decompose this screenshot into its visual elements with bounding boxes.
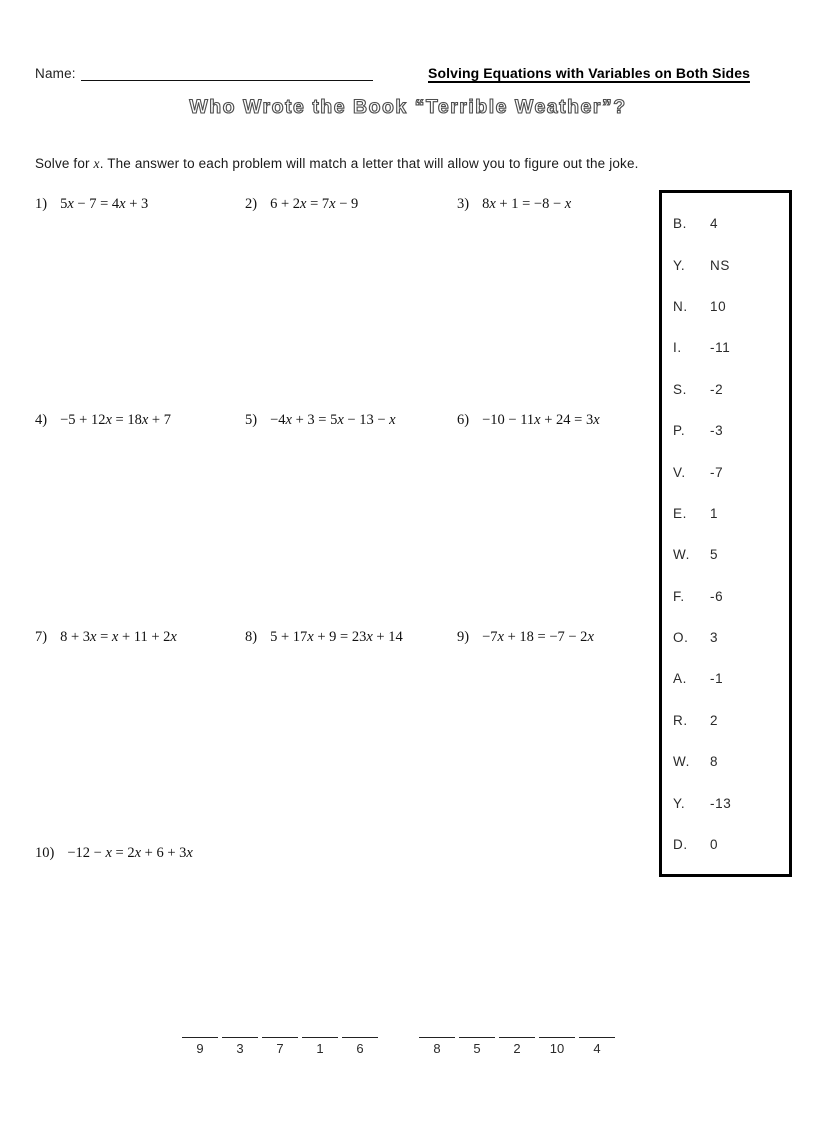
answer-key-entry (662, 534, 789, 575)
answer-key-letter: F. (673, 588, 685, 604)
blank-number: 6 (356, 1041, 364, 1056)
problem-1 (35, 196, 148, 213)
problem-number: 2) (245, 196, 258, 212)
answer-key-entry (662, 203, 789, 244)
answer-key-letter: D. (673, 837, 688, 853)
answer-key-letter: Y. (673, 795, 686, 811)
answer-blank (182, 1030, 218, 1056)
blank-number: 9 (196, 1041, 204, 1056)
problem-equation: −10 − 11x + 24 = 3x (482, 412, 600, 428)
problem-equation: −12 − x = 2x + 6 + 3x (67, 845, 193, 861)
answer-key-value: NS (710, 257, 730, 273)
answer-key-entry (662, 700, 789, 741)
answer-key-entry (662, 493, 789, 534)
problem-equation: −4x + 3 = 5x − 13 − x (270, 412, 396, 428)
answer-blanks-group-1 (182, 1030, 378, 1056)
answer-key-value: -7 (710, 464, 724, 480)
blank-line (342, 1037, 378, 1038)
answer-key-letter: O. (673, 630, 689, 646)
answer-key-value: 10 (710, 298, 727, 314)
answer-key-value: 3 (710, 630, 719, 646)
answer-blank (262, 1030, 298, 1056)
document-title: Solving Equations with Variables on Both Sides (428, 65, 750, 81)
problem-2 (245, 196, 358, 213)
blank-number: 2 (513, 1041, 521, 1056)
problem-7 (35, 629, 177, 646)
answer-key-entry (662, 824, 789, 865)
problem-8 (245, 629, 403, 646)
answer-key-value: 5 (710, 547, 719, 563)
answer-key-entry (662, 658, 789, 699)
answer-blank (302, 1030, 338, 1056)
answer-blank (222, 1030, 258, 1056)
blank-line (302, 1037, 338, 1038)
answer-key-letter: R. (673, 712, 688, 728)
blank-line (262, 1037, 298, 1038)
answer-key-letter: P. (673, 423, 686, 439)
answer-blank (342, 1030, 378, 1056)
answer-key-value: 8 (710, 754, 719, 770)
answer-key-letter: W. (673, 754, 690, 770)
problem-number: 3) (457, 196, 470, 212)
problem-9 (457, 629, 594, 646)
problem-equation: 6 + 2x = 7x − 9 (270, 196, 359, 212)
answer-key-entry (662, 410, 789, 451)
problem-number: 5) (245, 412, 258, 428)
answer-key-value: -13 (710, 795, 732, 811)
answer-key-value: 0 (710, 837, 719, 853)
answer-key-letter: V. (673, 464, 686, 480)
blank-line (539, 1037, 575, 1038)
answer-key-letter: S. (673, 381, 687, 397)
answer-key-letter: A. (673, 671, 687, 687)
answer-blanks-group-2 (419, 1030, 615, 1056)
blank-number: 8 (433, 1041, 441, 1056)
blank-line (459, 1037, 495, 1038)
answer-blank (459, 1030, 495, 1056)
answer-key-box (659, 190, 792, 877)
blank-line (182, 1037, 218, 1038)
answer-key-entry (662, 782, 789, 823)
problem-equation: 8 + 3x = x + 11 + 2x (60, 629, 177, 645)
answer-key-value: 1 (710, 505, 719, 521)
answer-key-value: -6 (710, 588, 724, 604)
problem-equation: −7x + 18 = −7 − 2x (482, 629, 594, 645)
answer-key-letter: Y. (673, 257, 686, 273)
name-row (35, 63, 373, 81)
blank-number: 7 (276, 1041, 284, 1056)
answer-key-letter: E. (673, 505, 687, 521)
name-blank-line (81, 63, 373, 81)
problem-number: 8) (245, 629, 258, 645)
problem-equation: 5 + 17x + 9 = 23x + 14 (270, 629, 403, 645)
problem-5 (245, 412, 396, 429)
blank-number: 4 (593, 1041, 601, 1056)
problem-equation: 8x + 1 = −8 − x (482, 196, 572, 212)
answer-key-value: -3 (710, 423, 724, 439)
answer-key-entry (662, 576, 789, 617)
worksheet-title: Who Wrote the Book “Terrible Weather”? (189, 96, 627, 118)
answer-key-entry (662, 244, 789, 285)
answer-key-entry (662, 617, 789, 658)
answer-key-entry (662, 286, 789, 327)
blank-line (579, 1037, 615, 1038)
answer-key-entry (662, 451, 789, 492)
problem-equation: 5x − 7 = 4x + 3 (60, 196, 149, 212)
answer-blank (419, 1030, 455, 1056)
name-label: Name: (35, 66, 76, 81)
problem-6 (457, 412, 600, 429)
answer-key-value: 4 (710, 216, 719, 232)
answer-key-entry (662, 369, 789, 410)
problem-number: 7) (35, 629, 48, 645)
answer-key-value: -1 (710, 671, 724, 687)
answer-key-value: 2 (710, 712, 719, 728)
problem-4 (35, 412, 171, 429)
answer-blank (499, 1030, 535, 1056)
answer-key-letter: I. (673, 340, 682, 356)
problem-10 (35, 845, 193, 862)
answer-key-value: -11 (710, 340, 731, 356)
problem-equation: −5 + 12x = 18x + 7 (60, 412, 171, 428)
problem-number: 4) (35, 412, 48, 428)
problem-number: 9) (457, 629, 470, 645)
answer-key-value: -2 (710, 381, 724, 397)
blank-number: 10 (549, 1041, 565, 1056)
answer-key-entry (662, 327, 789, 368)
problem-3 (457, 196, 571, 213)
blank-number: 5 (473, 1041, 481, 1056)
problem-number: 6) (457, 412, 470, 428)
answer-key-letter: B. (673, 216, 687, 232)
blank-number: 1 (316, 1041, 324, 1056)
answer-key-entry (662, 741, 789, 782)
problem-number: 1) (35, 196, 48, 212)
blank-line (419, 1037, 455, 1038)
blank-number: 3 (236, 1041, 244, 1056)
instructions: Solve for x. The answer to each problem will match a letter that will allow you to figure out the joke. (35, 156, 639, 171)
answer-blank (579, 1030, 615, 1056)
answer-key-letter: N. (673, 298, 688, 314)
blank-line (499, 1037, 535, 1038)
problem-number: 10) (35, 845, 55, 861)
blank-line (222, 1037, 258, 1038)
answer-blank (539, 1030, 575, 1056)
answer-key-letter: W. (673, 547, 690, 563)
